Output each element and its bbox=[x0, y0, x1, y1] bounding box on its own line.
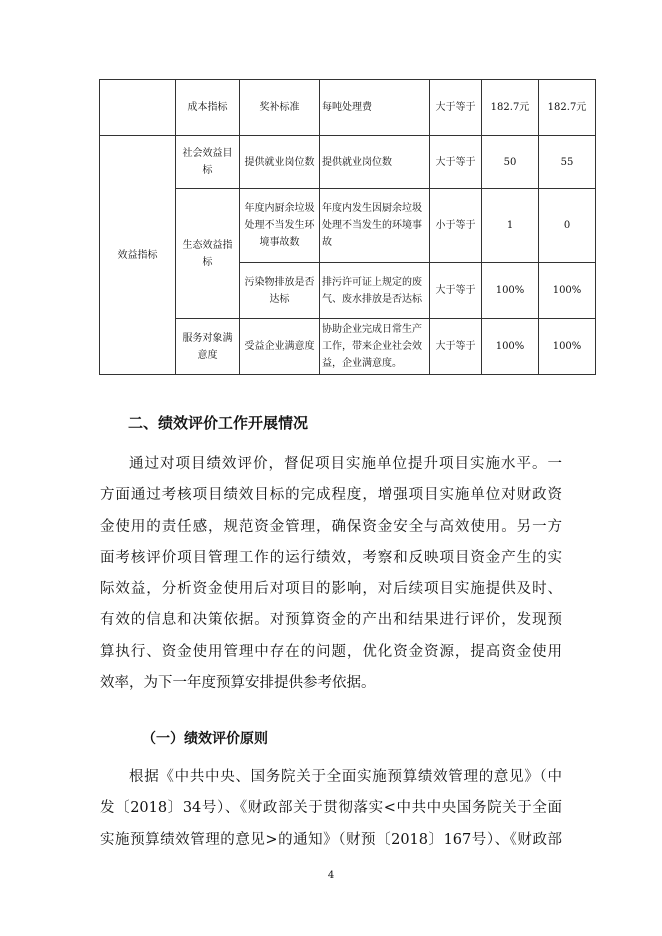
table-cell: 小于等于 bbox=[430, 189, 482, 263]
paragraph-line: 效率，为下一年度预算安排提供参考依据。 bbox=[100, 675, 376, 692]
table-cell: 生态效益指标 bbox=[176, 189, 240, 319]
performance-table bbox=[99, 79, 596, 375]
table-cell: 服务对象满意度 bbox=[176, 319, 240, 375]
table-cell: 55 bbox=[539, 136, 596, 189]
table-cell: 社会效益目标 bbox=[176, 136, 240, 189]
table-cell: 大于等于 bbox=[430, 263, 482, 319]
table-row bbox=[100, 136, 596, 189]
table-cell: 0 bbox=[539, 189, 596, 263]
table-cell: 成本指标 bbox=[176, 80, 240, 136]
paragraph-evaluation-purpose bbox=[100, 449, 562, 699]
table-cell: 1 bbox=[482, 189, 539, 263]
table-cell: 提供就业岗位数 bbox=[240, 136, 320, 189]
paragraph-line: 方面通过考核项目绩效目标的完成程度，增强项目实施单位对财政资 bbox=[100, 487, 562, 504]
paragraph-line: 根据《中共中央、国务院关于全面实施预算绩效管理的意见》（中 bbox=[129, 769, 562, 785]
table-cell: 大于等于 bbox=[430, 319, 482, 375]
table-cell: 奖补标准 bbox=[240, 80, 320, 136]
table-cell: 100% bbox=[482, 263, 539, 319]
table-cell: 排污许可证上规定的废气、废水排放是否达标 bbox=[320, 263, 430, 319]
paragraph-line: 发〔2018〕34号）、《财政部关于贯彻落实<中共中央国务院关于全面 bbox=[100, 800, 562, 817]
table-cell: 提供就业岗位数 bbox=[320, 136, 430, 189]
paragraph-line: 金使用的责任感，规范资金管理，确保资金安全与高效使用。另一方 bbox=[100, 518, 562, 535]
section-heading: 二、绩效评价工作开展情况 bbox=[128, 414, 309, 432]
paragraph-line: 通过对项目绩效评价，督促项目实施单位提升项目实施水平。一 bbox=[129, 456, 562, 472]
table-row bbox=[100, 80, 596, 136]
table-cell: 每吨处理费 bbox=[320, 80, 430, 136]
paragraph-evaluation-basis bbox=[100, 762, 562, 856]
table-cell: 年度内发生因厨余垃圾处理不当发生的环境事故 bbox=[320, 189, 430, 263]
table-cell: 50 bbox=[482, 136, 539, 189]
subsection-heading: （一）绩效评价原则 bbox=[142, 731, 268, 747]
table-cell: 大于等于 bbox=[430, 80, 482, 136]
paragraph-line: 实施预算绩效管理的意见>的通知》（财预〔2018〕167号）、《财政部 bbox=[100, 831, 562, 848]
page-number: 4 bbox=[327, 870, 335, 881]
paragraph-line: 算执行、资金使用管理中存在的问题，优化资金资源，提高资金使用 bbox=[100, 643, 562, 660]
paragraph-line: 面考核评价项目管理工作的运行绩效，考察和反映项目资金产生的实 bbox=[100, 549, 562, 566]
table-cell: 182.7元 bbox=[539, 80, 596, 136]
empty-cell bbox=[100, 80, 176, 136]
paragraph-line: 际效益，分析资金使用后对项目的影响，对后续项目实施提供及时、 bbox=[100, 581, 562, 598]
table-cell: 182.7元 bbox=[482, 80, 539, 136]
table-cell: 100% bbox=[482, 319, 539, 375]
table-cell: 100% bbox=[539, 263, 596, 319]
table-cell: 大于等于 bbox=[430, 136, 482, 189]
table-cell: 年度内厨余垃圾处理不当发生环境事故数 bbox=[240, 189, 320, 263]
table-cell: 受益企业满意度 bbox=[240, 319, 320, 375]
table-cell: 协助企业完成日常生产工作，带来企业社会效益，企业满意度。 bbox=[320, 319, 430, 375]
group-label-cell: 效益指标 bbox=[100, 136, 176, 375]
table-cell: 污染物排放是否达标 bbox=[240, 263, 320, 319]
paragraph-line: 有效的信息和决策依据。对预算资金的产出和结果进行评价，发现预 bbox=[100, 612, 562, 629]
table-cell: 100% bbox=[539, 319, 596, 375]
